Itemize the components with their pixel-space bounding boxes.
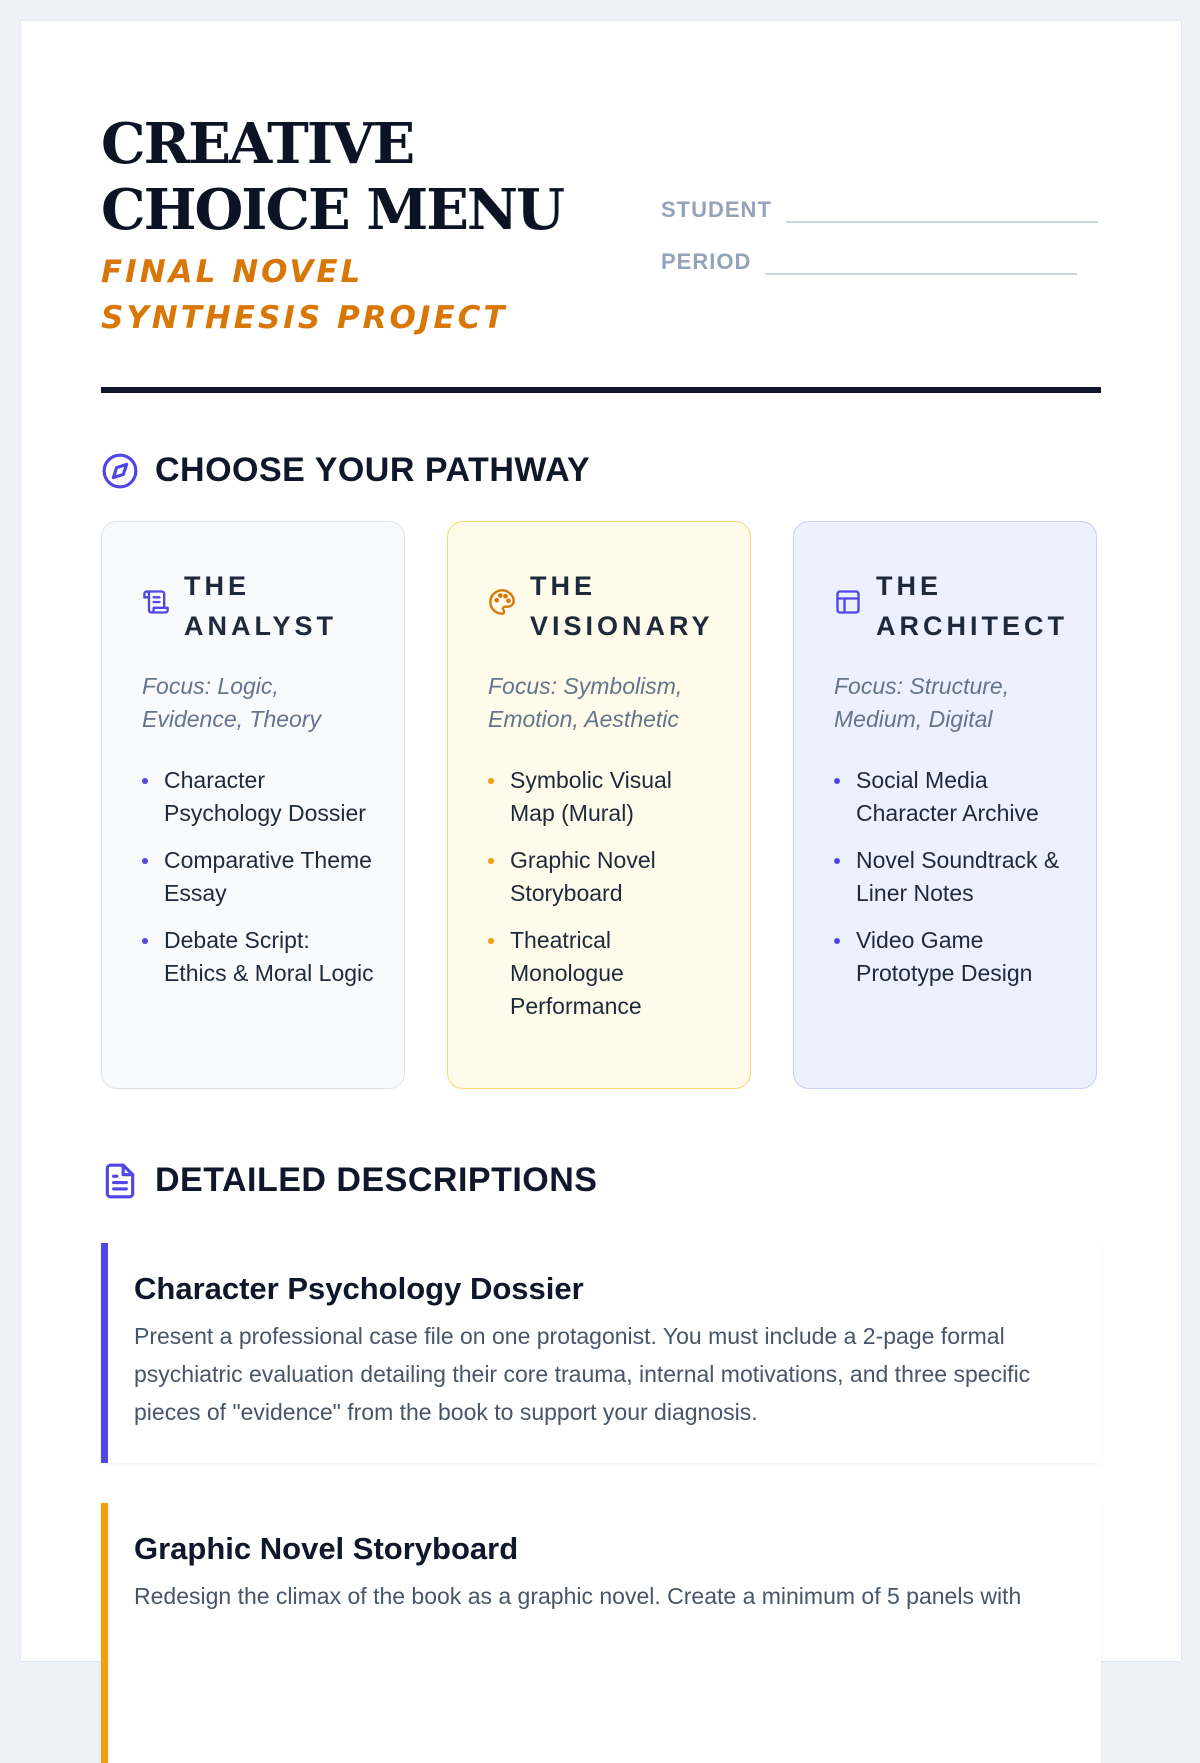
worksheet-header <box>101 111 1101 391</box>
student-field <box>661 197 1098 223</box>
palette-icon <box>488 588 516 616</box>
period-field <box>661 249 1077 275</box>
card-focus: Focus: Structure, Medium, Digital <box>834 673 1010 732</box>
list-item <box>142 924 374 990</box>
bullet-icon <box>834 938 840 944</box>
card-title-row <box>834 566 1066 646</box>
layout-icon <box>834 588 862 616</box>
pathway-section-heading <box>101 451 590 490</box>
card-architect[interactable] <box>793 521 1097 1089</box>
card-visionary[interactable] <box>447 521 751 1089</box>
card-focus: Focus: Symbolism, Emotion, Aesthetic <box>488 673 683 732</box>
details-heading-text: DETAILED DESCRIPTIONS <box>155 1161 598 1199</box>
list-item <box>834 924 1066 990</box>
header-divider <box>101 387 1101 393</box>
worksheet-content <box>101 111 1101 1609</box>
student-input-line[interactable] <box>786 199 1098 223</box>
list-item-label: Character Psychology Dossier <box>164 767 366 826</box>
list-item-label: Theatrical Monologue Performance <box>510 927 642 1019</box>
period-input-line[interactable] <box>765 251 1077 275</box>
bullet-icon <box>142 858 148 864</box>
list-item <box>488 924 720 1023</box>
list-item-label: Symbolic Visual Map (Mural) <box>510 767 672 826</box>
pathway-heading-text: CHOOSE YOUR PATHWAY <box>155 451 591 489</box>
description-text: Present a professional case file on one protagonist. You must include a 2-page formal psychiatric evaluation detailing their core trauma, internal motivations, and three specific pieces of "evidence" from the book to support your diagnosis. <box>134 1323 1031 1425</box>
card-title: THE ANALYST <box>184 571 338 641</box>
details-section-heading <box>101 1161 597 1200</box>
description-block <box>101 1503 1101 1763</box>
description-text: Redesign the climax of the book as a graphic novel. Create a minimum of 5 panels with <box>134 1583 1022 1609</box>
scroll-icon <box>142 588 170 616</box>
card-options-list <box>488 764 720 1023</box>
card-title-row <box>488 566 720 646</box>
list-item <box>142 764 374 830</box>
list-item-label: Graphic Novel Storyboard <box>510 847 656 906</box>
card-title: THE ARCHITECT <box>876 571 1068 641</box>
bullet-icon <box>488 858 494 864</box>
worksheet-page <box>20 20 1182 1662</box>
list-item-label: Video Game Prototype Design <box>856 927 1033 986</box>
compass-icon <box>101 452 139 490</box>
bullet-icon <box>488 938 494 944</box>
bullet-icon <box>142 938 148 944</box>
pathway-cards <box>101 521 1101 1091</box>
card-options-list <box>142 764 374 990</box>
card-analyst[interactable] <box>101 521 405 1089</box>
student-label: STUDENT <box>661 197 772 222</box>
description-title: Character Psychology Dossier <box>134 1271 584 1306</box>
list-item-label: Comparative Theme Essay <box>164 847 372 906</box>
page-title: CREATIVE CHOICE MENU <box>101 111 563 243</box>
list-item <box>142 844 374 910</box>
document-icon <box>101 1162 139 1200</box>
list-item <box>488 844 720 910</box>
list-item-label: Novel Soundtrack & Liner Notes <box>856 847 1060 906</box>
period-label: PERIOD <box>661 249 752 274</box>
card-title-row <box>142 566 374 646</box>
list-item-label: Social Media Character Archive <box>856 767 1039 826</box>
description-title: Graphic Novel Storyboard <box>134 1531 519 1566</box>
bullet-icon <box>142 778 148 784</box>
card-focus: Focus: Logic, Evidence, Theory <box>142 673 321 732</box>
list-item <box>488 764 720 830</box>
card-title: THE VISIONARY <box>530 571 714 641</box>
bullet-icon <box>834 858 840 864</box>
description-block <box>101 1243 1101 1463</box>
page-subtitle: FINAL NOVEL SYNTHESIS PROJECT <box>101 254 508 336</box>
list-item-label: Debate Script: Ethics & Moral Logic <box>164 927 374 986</box>
list-item <box>834 844 1066 910</box>
bullet-icon <box>488 778 494 784</box>
list-item <box>834 764 1066 830</box>
bullet-icon <box>834 778 840 784</box>
card-options-list <box>834 764 1066 990</box>
